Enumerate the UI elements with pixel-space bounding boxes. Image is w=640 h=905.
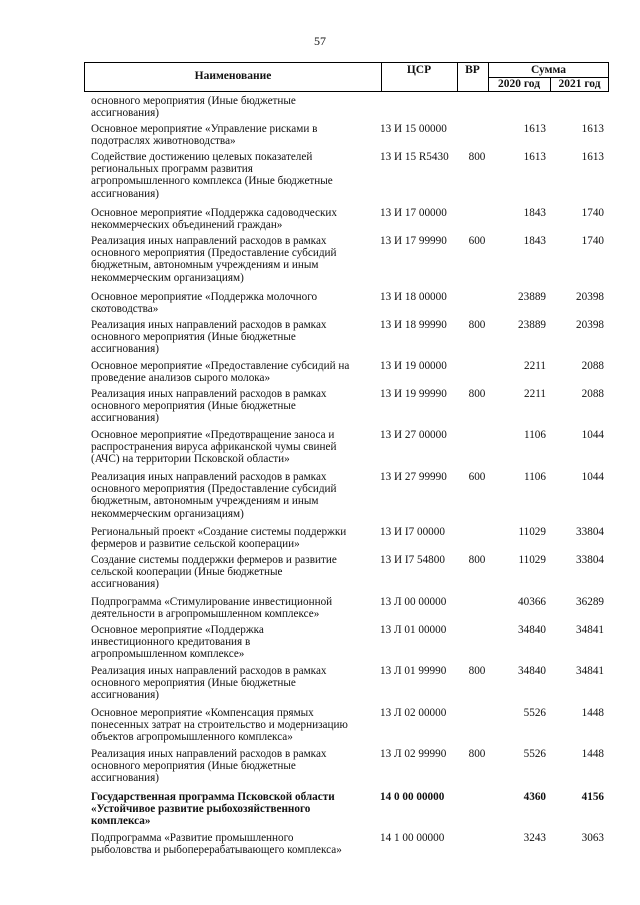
row-sum-2021: 1613: [581, 123, 604, 135]
row-sum-2020: 2211: [524, 388, 546, 400]
row-sum-2021: 1448: [581, 707, 604, 719]
header-year-2021: 2021 год: [558, 78, 601, 90]
row-name: Создание системы поддержки фермеров и развитие сельской кооперации (Иные бюджетные ассигнования): [91, 554, 337, 591]
header-vr: ВР: [465, 64, 480, 76]
row-csr-code: 13 И 17 99990: [380, 235, 447, 247]
row-sum-2020: 5526: [523, 707, 546, 719]
row-sum-2020: 1613: [523, 151, 546, 163]
row-csr-code: 13 И I7 54800: [380, 554, 445, 566]
row-sum-2020: 1106: [524, 429, 546, 441]
row-csr-code: 13 И 27 00000: [380, 429, 447, 441]
row-sum-2020: 1106: [524, 471, 546, 483]
row-sum-2021: 4156: [581, 791, 604, 803]
row-name: Региональный проект «Создание системы поддержки фермеров и развитие сельской кооперации»: [91, 526, 347, 551]
table-header: [84, 62, 609, 92]
row-csr-code: 13 И 15 R5430: [380, 151, 449, 163]
row-sum-2020: 34840: [518, 624, 546, 636]
row-sum-2020: 1613: [523, 123, 546, 135]
row-sum-2020: 23889: [518, 319, 546, 331]
row-name: основного мероприятия (Иные бюджетные ассигнования): [91, 95, 296, 120]
row-sum-2020: 34840: [518, 665, 546, 677]
row-name: Подпрограмма «Стимулирование инвестиционной деятельности в агропромышленном комплексе»: [91, 596, 333, 621]
row-name: Основное мероприятие «Поддержка садоводческих некоммерческих объединений граждан»: [91, 207, 337, 232]
header-sum: Сумма: [531, 64, 566, 76]
row-sum-2021: 1613: [581, 151, 604, 163]
row-sum-2021: 1044: [581, 471, 604, 483]
row-sum-2021: 1740: [581, 207, 604, 219]
row-vr-code: 800: [468, 151, 486, 163]
row-sum-2020: 11029: [518, 554, 546, 566]
row-name: Основное мероприятие «Поддержка инвестиционного кредитования в агропромышленном комплексе»: [91, 624, 264, 661]
row-csr-code: 13 И 19 00000: [380, 360, 447, 372]
row-sum-2020: 5526: [523, 748, 546, 760]
row-sum-2021: 1044: [581, 429, 604, 441]
row-sum-2020: 1843: [523, 235, 546, 247]
row-csr-code: 14 0 00 00000: [380, 791, 445, 803]
row-name: Основное мероприятие «Управление рисками в подотраслях животноводства»: [91, 123, 318, 148]
row-sum-2020: 23889: [518, 291, 546, 303]
row-name: Основное мероприятие «Поддержка молочного скотоводства»: [91, 291, 318, 316]
row-name: Реализация иных направлений расходов в рамках основного мероприятия (Предоставление субсидий бюджетным, автономным учреждениям и иным некоммерческим организациям): [91, 471, 337, 520]
row-csr-code: 13 И 27 99990: [380, 471, 447, 483]
row-csr-code: 13 Л 02 00000: [380, 707, 447, 719]
page-number: 57: [314, 34, 326, 48]
header-year-2020: 2020 год: [497, 78, 541, 90]
row-name: Подпрограмма «Развитие промышленного рыболовства и рыбоперерабатывающего комплекса»: [91, 832, 342, 857]
row-vr-code: 600: [468, 235, 486, 247]
header-csr: ЦСР: [406, 64, 432, 76]
row-csr-code: 13 И 18 00000: [380, 291, 447, 303]
row-csr-code: 13 И 18 99990: [380, 319, 447, 331]
row-name: Основное мероприятие «Компенсация прямых понесенных затрат на строительство и модернизацию объектов агропромышленного комплекса»: [91, 707, 348, 744]
row-vr-code: 800: [468, 665, 486, 677]
row-csr-code: 13 Л 00 00000: [380, 596, 447, 608]
row-sum-2020: 11029: [518, 526, 546, 538]
row-vr-code: 800: [468, 554, 486, 566]
row-csr-code: 13 И 15 00000: [380, 123, 447, 135]
row-csr-code: 14 1 00 00000: [380, 832, 445, 844]
row-name: Реализация иных направлений расходов в рамках основного мероприятия (Иные бюджетные ассигнования): [91, 319, 327, 356]
row-sum-2020: 40366: [518, 596, 546, 608]
row-sum-2020: 1843: [523, 207, 546, 219]
row-sum-2021: 36289: [576, 596, 604, 608]
row-sum-2021: 1448: [581, 748, 604, 760]
row-sum-2020: 3243: [523, 832, 546, 844]
row-sum-2021: 33804: [576, 526, 604, 538]
row-vr-code: 800: [468, 388, 486, 400]
row-name: Реализация иных направлений расходов в рамках основного мероприятия (Иные бюджетные ассигнования): [91, 748, 327, 785]
row-sum-2021: 2088: [581, 360, 604, 372]
row-name: Содействие достижению целевых показателей региональных программ развития агропромышленного комплекса (Иные бюджетные ассигнования): [91, 151, 333, 200]
row-name: Основное мероприятие «Предоставление субсидий на проведение анализов сырого молока»: [91, 360, 350, 385]
row-sum-2021: 1740: [581, 235, 604, 247]
header-name: Наименование: [194, 70, 272, 82]
row-sum-2021: 2088: [581, 388, 604, 400]
row-csr-code: 13 Л 01 99990: [380, 665, 447, 677]
row-vr-code: 800: [468, 319, 486, 331]
row-csr-code: 13 И 17 00000: [380, 207, 447, 219]
row-name: Основное мероприятие «Предотвращение заноса и распространения вируса африканской чумы свиней (АЧС) на территории Псковской области»: [91, 429, 337, 466]
row-csr-code: 13 И I7 00000: [380, 526, 445, 538]
row-csr-code: 13 Л 01 00000: [380, 624, 447, 636]
row-name: Реализация иных направлений расходов в рамках основного мероприятия (Иные бюджетные ассигнования): [91, 388, 327, 425]
row-sum-2021: 3063: [581, 832, 604, 844]
row-vr-code: 800: [468, 748, 486, 760]
row-csr-code: 13 Л 02 99990: [380, 748, 447, 760]
row-name: Реализация иных направлений расходов в рамках основного мероприятия (Иные бюджетные ассигнования): [91, 665, 327, 702]
row-sum-2021: 20398: [576, 319, 604, 331]
row-sum-2021: 34841: [576, 624, 604, 636]
row-name: Реализация иных направлений расходов в рамках основного мероприятия (Предоставление субсидий бюджетным, автономным учреждениям и иным некоммерческим организациям): [91, 235, 337, 284]
row-name: Государственная программа Псковской области «Устойчивое развитие рыбохозяйственного комплекса»: [91, 791, 335, 828]
row-sum-2020: 2211: [524, 360, 546, 372]
row-sum-2021: 33804: [576, 554, 604, 566]
row-vr-code: 600: [468, 471, 486, 483]
row-csr-code: 13 И 19 99990: [380, 388, 447, 400]
row-sum-2021: 20398: [576, 291, 604, 303]
row-sum-2020: 4360: [523, 791, 546, 803]
row-sum-2021: 34841: [576, 665, 604, 677]
